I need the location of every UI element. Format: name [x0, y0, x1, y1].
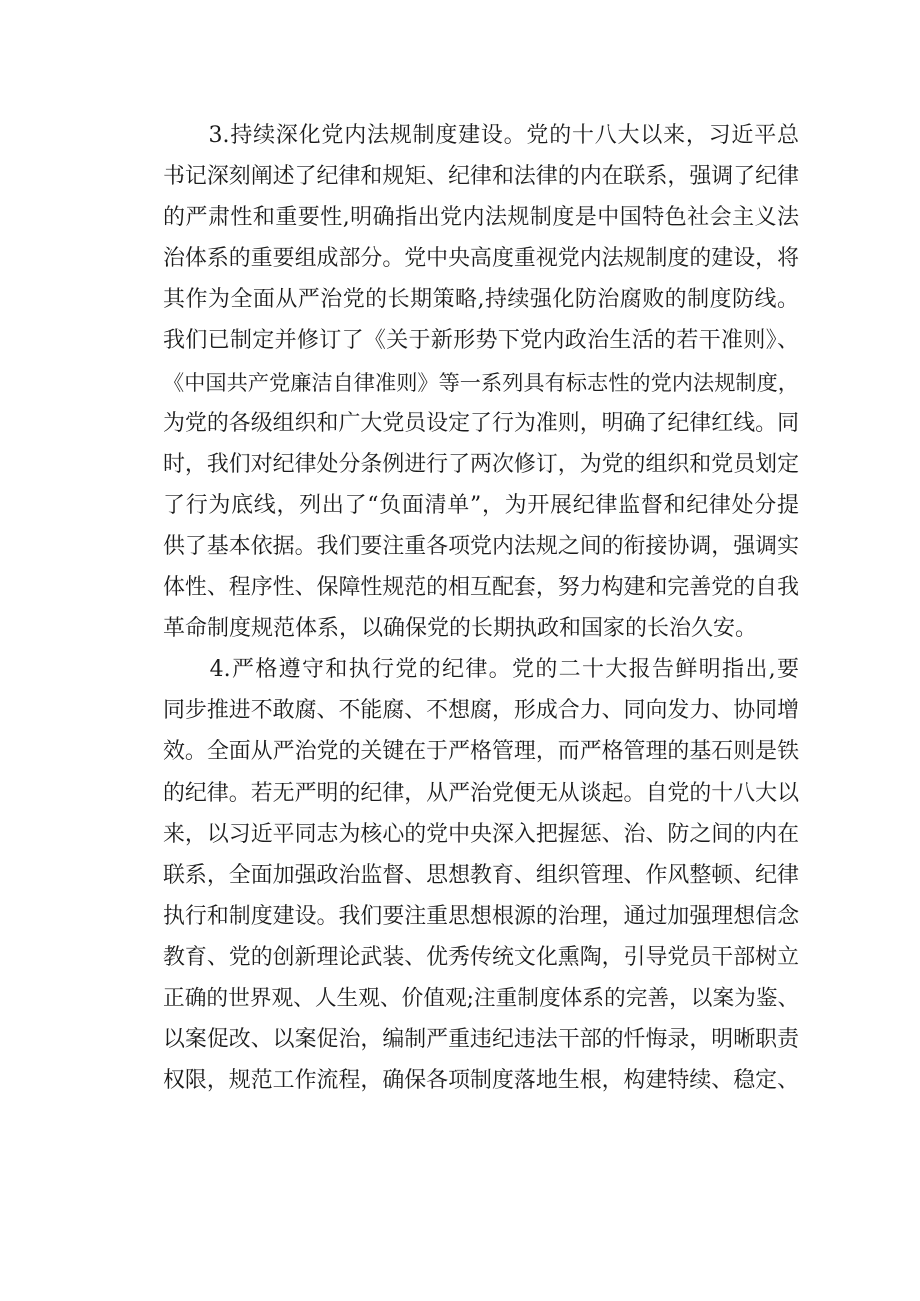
- text-line: 体性、程序性、保障性规范的相互配套，努力构建和完善党的自我: [163, 575, 799, 601]
- text-line: 时，我们对纪律处分条例进行了两次修订，为党的组织和党员划定: [163, 451, 799, 477]
- text-line: 4.严格遵守和执行党的纪律。党的二十大报告鲜明指出,要: [163, 657, 799, 683]
- paragraph-3: [163, 115, 799, 649]
- text-line: 执行和制度建设。我们要注重思想根源的治理，通过加强理想信念: [163, 903, 799, 929]
- text-line: 了行为底线，列出了“负面清单”，为开展纪律监督和纪律处分提: [163, 492, 799, 518]
- text-line: 来，以习近平同志为核心的党中央深入把握惩、治、防之间的内在: [163, 821, 799, 847]
- text-line: 供了基本依据。我们要注重各项党内法规之间的衔接协调，强调实: [163, 533, 799, 559]
- text-line: 革命制度规范体系，以确保党的长期执政和国家的长治久安。: [163, 616, 758, 642]
- text-line: 为党的各级组织和广大党员设定了行为准则，明确了纪律红线。同: [163, 410, 799, 436]
- paragraph-4: [163, 649, 799, 1101]
- text-line: 治体系的重要组成部分。党中央高度重视党内法规制度的建设，将: [163, 246, 799, 272]
- text-line: 我们已制定并修订了《关于新形势下党内政治生活的若干准则》、: [163, 328, 799, 354]
- text-line: 效。全面从严治党的关键在于严格管理，而严格管理的基石则是铁: [163, 739, 799, 765]
- text-line: 3.持续深化党内法规制度建设。党的十八大以来，习近平总: [163, 123, 799, 148]
- text-line: 的纪律。若无严明的纪律，从严治党便无从谈起。自党的十八大以: [163, 780, 799, 806]
- text-line: 教育、党的创新理论武装、优秀传统文化熏陶，引导党员干部树立: [163, 944, 799, 970]
- document-body: [163, 115, 799, 1101]
- text-line: 其作为全面从严治党的长期策略,持续强化防治腐败的制度防线。: [163, 287, 799, 313]
- text-line: 正确的世界观、人生观、价值观;注重制度体系的完善，以案为鉴、: [163, 985, 800, 1011]
- text-line: 以案促改、以案促治，编制严重违纪违法干部的忏悔录，明晰职责: [163, 1027, 799, 1053]
- text-line: 《中国共产党廉洁自律准则》等一系列具有标志性的党内法规制度，: [163, 369, 799, 395]
- text-line: 联系，全面加强政治监督、思想教育、组织管理、作风整顿、纪律: [163, 862, 799, 888]
- text-line: 的严肃性和重要性,明确指出党内法规制度是中国特色社会主义法: [163, 205, 799, 231]
- text-line: 同步推进不敢腐、不能腐、不想腐，形成合力、同向发力、协同增: [163, 698, 799, 724]
- text-line: 书记深刻阐述了纪律和规矩、纪律和法律的内在联系，强调了纪律: [163, 164, 799, 190]
- text-line: 权限，规范工作流程，确保各项制度落地生根，构建特续、稳定、: [163, 1068, 799, 1094]
